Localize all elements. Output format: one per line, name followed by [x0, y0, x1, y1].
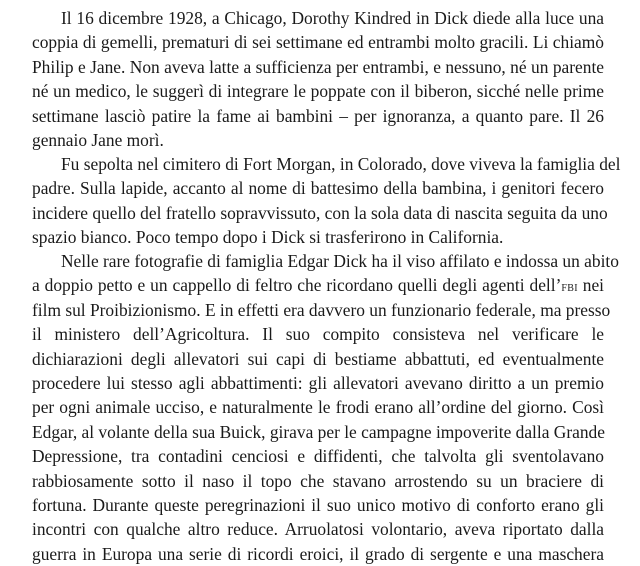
paragraph-2 [32, 152, 621, 250]
text-line: per ogni animale ucciso, e naturalmente le frodi erano all’ordine del giorno. Così [32, 397, 604, 418]
text-line: procedere lui stesso agli abbattimenti: gli allevatori avevano diritto a un premio [32, 372, 604, 393]
text-line: padre. Sulla lapide, accanto al nome di battesimo della bambina, i genitori fecero [32, 178, 604, 199]
text-line: coppia di gemelli, prematuri di sei settimane ed entrambi molto gracili. Li chiamò [32, 32, 604, 53]
text-line: Philip e Jane. Non aveva latte a sufficienza per entrambi, e nessuno, né un parente [32, 56, 604, 77]
text-line: dichiarazioni degli allevatori sui capi di bestiame abbattuti, ed eventualmente [32, 348, 604, 369]
text-line: guerra in Europa una serie di ricordi eroici, il grado di sergente e una maschera [32, 543, 604, 564]
text-line: incontri con qualche altro reduce. Arruolatosi volontario, aveva riportato dalla [32, 519, 604, 540]
text-fragment: nei [577, 275, 605, 296]
text-line: gennaio Jane morì. [32, 129, 164, 150]
text-line: spazio bianco. Poco tempo dopo i Dick si trasferirono in California. [32, 227, 504, 248]
text-line: fortuna. Durante queste peregrinazioni il suo unico motivo di conforto erano gli [32, 494, 604, 515]
text-line: il ministero dell’Agricoltura. Il suo compito consisteva nel verificare le [32, 324, 604, 345]
text-line [32, 273, 604, 297]
text-line: Nelle rare fotografie di famiglia Edgar Dick ha il viso affilato e indossa un abito [61, 251, 619, 271]
text-line: settimane lasciò patire la fame ai bambini – per ignoranza, a quanto pare. Il 26 [32, 105, 604, 126]
text-line: incidere quello del fratello sopravvissuto, con la sola data di nascita seguita da uno [32, 202, 608, 223]
paragraph-3 [32, 249, 619, 566]
text-line: film sul Proibizionismo. E in effetti era davvero un funzionario federale, ma presso [32, 299, 611, 320]
text-line: Edgar, al volante della sua Buick, girava per le campagne impoverite dalla Grande [32, 421, 605, 442]
fbi-smallcaps: FBI [561, 283, 578, 295]
text-fragment: a doppio petto e un cappello di feltro che ricordano quelli degli agenti dell’ [32, 275, 562, 296]
text-line: Depressione, tra contadini cenciosi e diffidenti, che talvolta gli sventolavano [32, 446, 604, 467]
text-line: Il 16 dicembre 1928, a Chicago, Dorothy Kindred in Dick diede alla luce una [61, 8, 604, 28]
paragraph-1 [32, 6, 604, 152]
text-line: né un medico, le suggerì di integrare le poppate con il biberon, sicché nelle prime [32, 81, 604, 102]
text-line: rabbiosamente sotto il naso il topo che stavano arrostendo su un braciere di [32, 470, 604, 491]
text-line: Fu sepolta nel cimitero di Fort Morgan, in Colorado, dove viveva la famiglia del [61, 154, 621, 174]
